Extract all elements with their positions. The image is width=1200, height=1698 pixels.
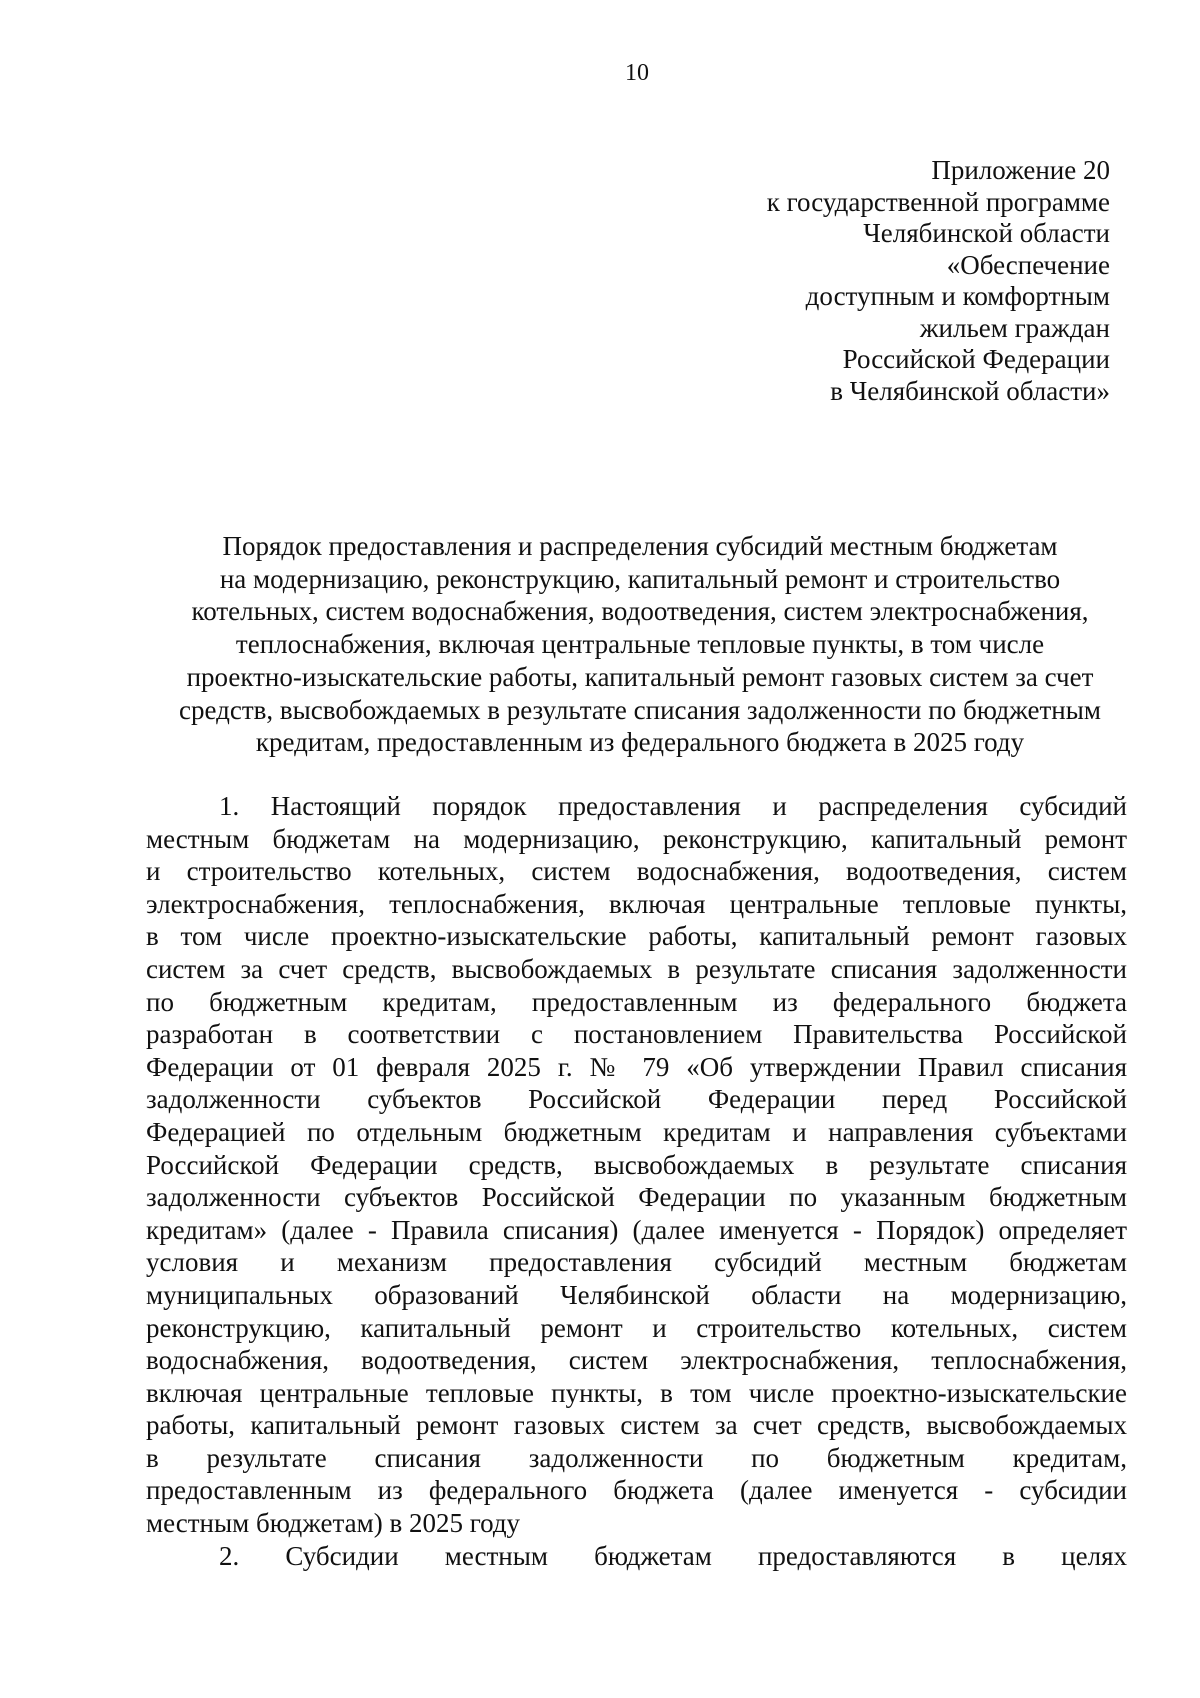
text-line: 2. Субсидии местным бюджетам предоставляются в целях [219, 1540, 1127, 1571]
text-line: электроснабжения, теплоснабжения, включая центральные тепловые пункты, [146, 888, 1127, 919]
title-line: теплоснабжения, включая центральные тепловые пункты, в том числе [235, 629, 1045, 660]
appendix-line: жильем граждан [919, 312, 1110, 343]
text-line: местным бюджетам на модернизацию, реконструкцию, капитальный ремонт [146, 823, 1127, 854]
text-line: работы, капитальный ремонт газовых систем за счет средств, высвобождаемых [146, 1410, 1127, 1441]
paragraph-1 [146, 790, 1127, 1540]
text-line: водоснабжения, водоотведения, систем электроснабжения, теплоснабжения, [146, 1345, 1127, 1376]
appendix-line: «Обеспечение [946, 249, 1110, 280]
text-line: предоставленным из федерального бюджета (далее именуется - субсидии [146, 1475, 1127, 1506]
title-line: котельных, систем водоснабжения, водоотведения, систем электроснабжения, [191, 596, 1089, 627]
page-number: 10 [625, 60, 649, 86]
text-line: в том числе проектно-изыскательские работы, капитальный ремонт газовых [146, 921, 1127, 952]
appendix-line: к государственной программе [766, 186, 1110, 217]
text-line: задолженности субъектов Российской Федерации по указанным бюджетным [146, 1182, 1127, 1213]
appendix-line: в Челябинской области» [830, 375, 1110, 406]
text-line: реконструкцию, капитальный ремонт и строительство котельных, систем [146, 1312, 1127, 1343]
text-line: условия и механизм предоставления субсидий местным бюджетам [146, 1247, 1127, 1278]
title-line: на модернизацию, реконструкцию, капитальный ремонт и строительство [219, 563, 1061, 594]
text-line: Федерации от 01 февраля 2025 г. № 79 «Об утверждении Правил списания [146, 1051, 1127, 1082]
title-line: Порядок предоставления и распределения субсидий местным бюджетам [222, 531, 1058, 561]
appendix-line: Челябинской области [863, 218, 1110, 248]
text-line: и строительство котельных, систем водоснабжения, водоотведения, систем [146, 856, 1127, 887]
document-title [150, 530, 1130, 759]
appendix-line: доступным и комфортным [805, 281, 1110, 311]
text-line: кредитам» (далее - Правила списания) (далее именуется - Порядок) определяет [146, 1214, 1127, 1245]
appendix-line: Приложение 20 [931, 155, 1110, 185]
text-line: в результате списания задолженности по бюджетным кредитам, [146, 1442, 1127, 1473]
paragraph-2 [146, 1540, 1127, 1573]
text-line: включая центральные тепловые пункты, в том числе проектно-изыскательские [146, 1377, 1127, 1408]
title-line: проектно-изыскательские работы, капитальный ремонт газовых систем за счет [186, 661, 1094, 692]
text-line: разработан в соответствии с постановлением Правительства Российской [146, 1019, 1127, 1050]
title-line: кредитам, предоставленным из федерального бюджета в 2025 году [255, 727, 1025, 758]
appendix-block [767, 155, 1110, 407]
text-line: систем за счет средств, высвобождаемых в результате списания задолженности [146, 953, 1127, 984]
text-line: 1. Настоящий порядок предоставления и распределения субсидий [219, 791, 1127, 821]
text-line: местным бюджетам) в 2025 году [146, 1508, 521, 1539]
text-line: Российской Федерации средств, высвобождаемых в результате списания [146, 1149, 1127, 1180]
document-body [146, 790, 1127, 1572]
text-line: муниципальных образований Челябинской области на модернизацию, [146, 1279, 1127, 1310]
text-line: задолженности субъектов Российской Федерации перед Российской [146, 1084, 1127, 1115]
title-line: средств, высвобождаемых в результате списания задолженности по бюджетным [179, 694, 1101, 725]
appendix-line: Российской Федерации [842, 344, 1110, 374]
text-line: по бюджетным кредитам, предоставленным из федерального бюджета [146, 986, 1127, 1017]
text-line: Федерацией по отдельным бюджетным кредитам и направления субъектами [146, 1116, 1127, 1147]
